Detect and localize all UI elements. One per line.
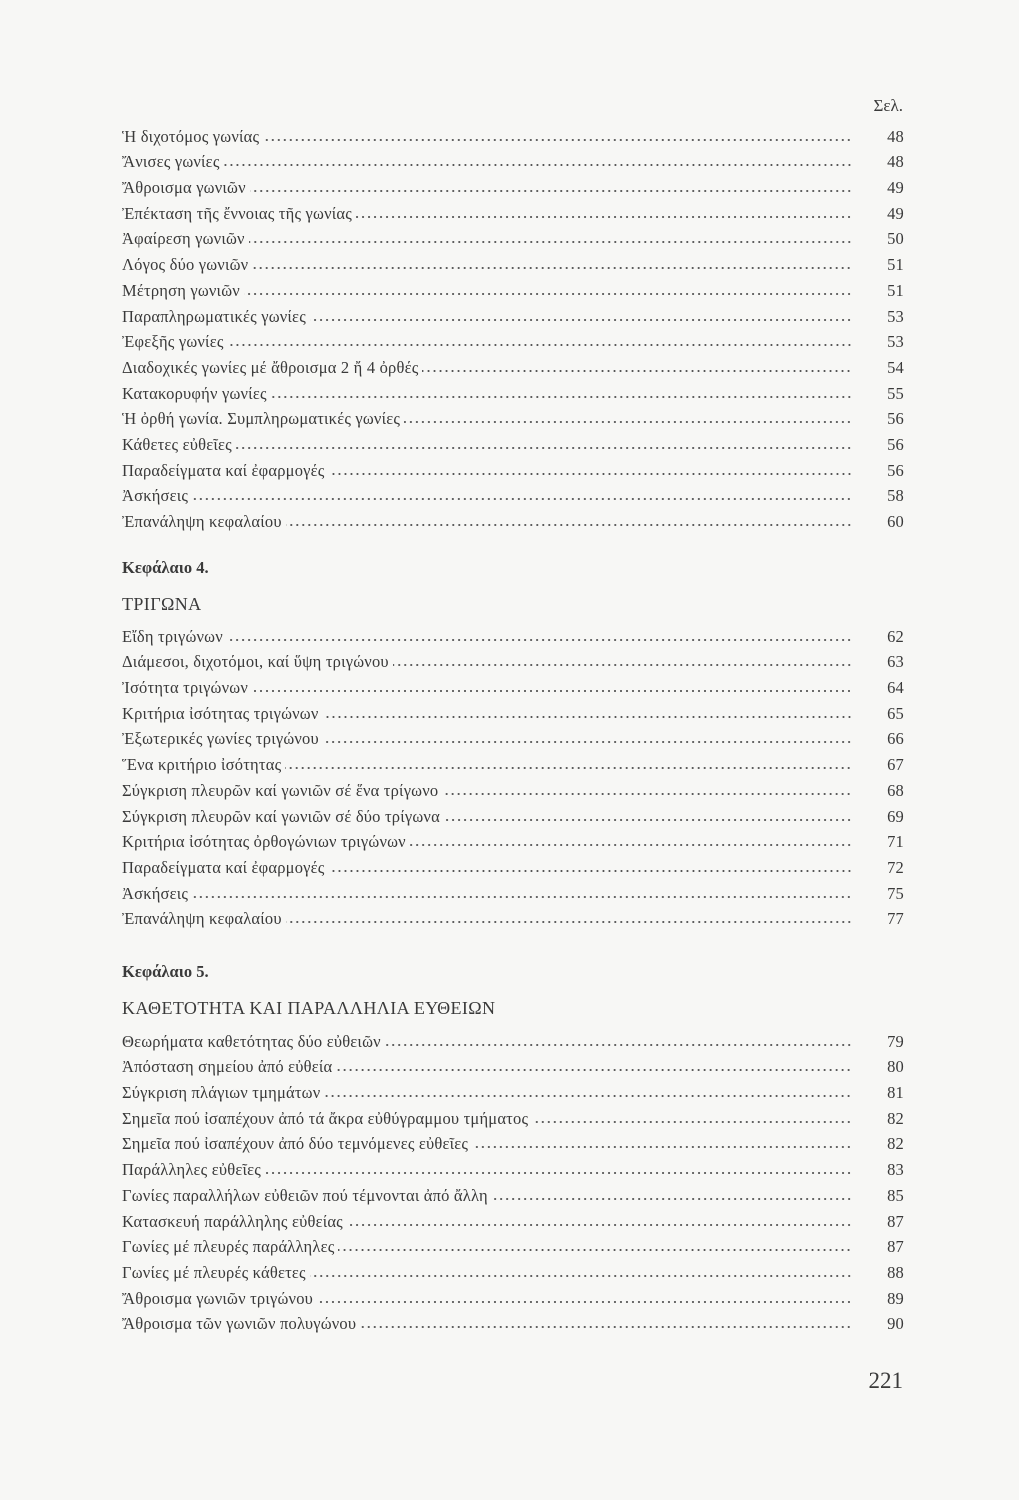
dot-leader bbox=[244, 292, 852, 296]
toc-section-chapter-3-continued bbox=[122, 121, 904, 532]
toc-entry bbox=[122, 1283, 904, 1309]
chapter-label: Κεφάλαιο 5. bbox=[122, 962, 209, 981]
chapter-heading: ΤΡΙΓΩΝΑ bbox=[122, 594, 202, 614]
dot-leader bbox=[323, 740, 852, 744]
toc-entry-page: 90 bbox=[887, 1314, 904, 1334]
toc-entry-title: Ἀσκήσεις bbox=[122, 486, 189, 506]
dot-leader bbox=[385, 1043, 852, 1047]
toc-entry-page: 87 bbox=[887, 1237, 904, 1257]
toc-entry bbox=[122, 404, 904, 430]
toc-entry bbox=[122, 1154, 904, 1180]
toc-entry-page: 58 bbox=[887, 486, 904, 506]
toc-entry-page: 51 bbox=[887, 280, 904, 300]
page-column-label: Σελ. bbox=[873, 96, 903, 115]
toc-entry-title: Ἀσκήσεις bbox=[122, 883, 189, 903]
toc-entry bbox=[122, 378, 904, 404]
dot-leader bbox=[271, 395, 852, 399]
dot-leader bbox=[324, 1094, 852, 1098]
toc-entry bbox=[122, 1129, 904, 1155]
dot-leader bbox=[263, 138, 852, 142]
toc-entry-page: 49 bbox=[887, 178, 904, 198]
dot-leader bbox=[532, 1120, 852, 1124]
toc-entry bbox=[122, 147, 904, 173]
toc-entry-title: Κάθετες εὐθεῖες bbox=[122, 434, 232, 454]
toc-entry bbox=[122, 429, 904, 455]
toc-entry-page: 62 bbox=[887, 626, 904, 646]
toc-entry-page: 89 bbox=[887, 1288, 904, 1308]
toc-entry bbox=[122, 827, 904, 853]
toc-entry bbox=[122, 1257, 904, 1283]
toc-entry bbox=[122, 1232, 904, 1258]
dot-leader bbox=[265, 1171, 852, 1175]
toc-entry-page: 53 bbox=[887, 332, 904, 352]
toc-entry-page: 82 bbox=[887, 1134, 904, 1154]
dot-leader bbox=[404, 420, 852, 424]
toc-entry-page: 54 bbox=[887, 357, 904, 377]
toc-entry-title: Παραπληρωματικές γωνίες bbox=[122, 306, 306, 326]
toc-entry bbox=[122, 481, 904, 507]
toc-entry bbox=[122, 1206, 904, 1232]
dot-leader bbox=[329, 472, 852, 476]
toc-entry-title: Κατασκευή παράλληλης εὐθείας bbox=[122, 1211, 343, 1231]
toc-entry-page: 81 bbox=[887, 1083, 904, 1103]
toc-entry bbox=[122, 698, 904, 724]
toc-entry-title: Παράλληλες εὐθεῖες bbox=[122, 1160, 261, 1180]
toc-entry-page: 60 bbox=[887, 512, 904, 531]
dot-leader bbox=[228, 343, 852, 347]
toc-entry-page: 65 bbox=[887, 703, 904, 723]
toc-entry-title: Ἄνισες γωνίες bbox=[122, 152, 220, 172]
dot-leader bbox=[236, 446, 852, 450]
dot-leader bbox=[422, 369, 852, 373]
toc-entry-title: Γωνίες μέ πλευρές κάθετες bbox=[122, 1262, 306, 1282]
toc-entry-page: 72 bbox=[887, 857, 904, 877]
toc-entry bbox=[122, 904, 904, 930]
toc-entry-title: Σημεῖα πού ἰσαπέχουν ἀπό δύο τεμνόμενες εὐθεῖες bbox=[122, 1134, 469, 1154]
toc-entry bbox=[122, 1052, 904, 1078]
toc-entry-page: 48 bbox=[887, 126, 904, 146]
toc-entry-title: Ἐπέκταση τῆς ἔννοιας τῆς γωνίας bbox=[122, 203, 352, 223]
toc-entry-page: 79 bbox=[887, 1031, 904, 1051]
dot-leader bbox=[323, 715, 852, 719]
toc-entry bbox=[122, 1309, 904, 1335]
dot-leader bbox=[310, 1274, 852, 1278]
toc-entry-title: Γωνίες μέ πλευρές παράλληλες bbox=[122, 1237, 335, 1257]
dot-leader bbox=[192, 895, 852, 899]
toc-entry bbox=[122, 724, 904, 750]
toc-entry-title: Ἐξωτερικές γωνίες τριγώνου bbox=[122, 729, 319, 749]
toc-entry-page: 50 bbox=[887, 229, 904, 249]
toc-entry-title: Κατακορυφήν γωνίες bbox=[122, 383, 267, 403]
toc-entry-title: Παραδείγματα καί ἐφαρμογές bbox=[122, 460, 325, 480]
toc-entry-page: 71 bbox=[887, 832, 904, 852]
toc-entry-title: Εἴδη τριγώνων bbox=[122, 626, 223, 646]
toc-entry-page: 55 bbox=[887, 383, 904, 403]
toc-entry-title: Ἄθροισμα γωνιῶν τριγώνου bbox=[122, 1288, 314, 1308]
dot-leader bbox=[249, 240, 852, 244]
toc-entry-title: Ἀφαίρεση γωνιῶν bbox=[122, 229, 245, 249]
dot-leader bbox=[250, 189, 852, 193]
toc-entry bbox=[122, 1026, 904, 1052]
toc-entry-page: 56 bbox=[887, 460, 904, 480]
toc-entry bbox=[122, 852, 904, 878]
toc-entry-title: Ἄθροισμα τῶν γωνιῶν πολυγώνου bbox=[122, 1314, 357, 1334]
toc-entry-title: Ἐπανάληψη κεφαλαίου bbox=[122, 512, 282, 531]
toc-entry bbox=[122, 224, 904, 250]
toc-entry-title: Σύγκριση πλάγιων τμημάτων bbox=[122, 1083, 321, 1103]
toc-entry bbox=[122, 275, 904, 301]
dot-leader bbox=[347, 1223, 852, 1227]
dot-leader bbox=[286, 920, 852, 924]
toc-entry-page: 68 bbox=[887, 780, 904, 800]
toc-entry bbox=[122, 301, 904, 327]
toc-entry-page: 64 bbox=[887, 678, 904, 698]
toc-entry-page: 56 bbox=[887, 409, 904, 429]
chapter-heading: ΚΑΘΕΤΟΤΗΤΑ ΚΑΙ ΠΑΡΑΛΛΗΛΙΑ ΕΥΘΕΙΩΝ bbox=[122, 998, 496, 1018]
dot-leader bbox=[360, 1325, 852, 1329]
toc-entry-title: Σύγκριση πλευρῶν καί γωνιῶν σέ ἕνα τρίγωνο bbox=[122, 780, 439, 800]
toc-entry-page: 75 bbox=[887, 883, 904, 903]
toc-entry bbox=[122, 878, 904, 904]
toc-entry-title: Ἐπανάληψη κεφαλαίου bbox=[122, 909, 282, 929]
toc-entry-page: 63 bbox=[887, 652, 904, 672]
toc-entry bbox=[122, 1077, 904, 1103]
toc-entry-title: Ἡ ὀρθή γωνία. Συμπληρωματικές γωνίες bbox=[122, 409, 401, 429]
dot-leader bbox=[224, 163, 852, 167]
toc-entry-page: 56 bbox=[887, 434, 904, 454]
toc-entry-title: Λόγος δύο γωνιῶν bbox=[122, 255, 249, 275]
dot-leader bbox=[310, 318, 852, 322]
toc-entry bbox=[122, 198, 904, 224]
dot-leader bbox=[285, 766, 852, 770]
toc-entry bbox=[122, 621, 904, 647]
toc-entry bbox=[122, 172, 904, 198]
toc-entry bbox=[122, 455, 904, 481]
toc-entry bbox=[122, 249, 904, 275]
toc-entry-title: Ἕνα κριτήριο ἰσότητας bbox=[122, 755, 282, 775]
toc-entry-page: 87 bbox=[887, 1211, 904, 1231]
dot-leader bbox=[410, 843, 852, 847]
toc-entry bbox=[122, 801, 904, 827]
toc-entry-title: Σημεῖα πού ἰσαπέχουν ἀπό τά ἄκρα εὐθύγραμμου τμήματος bbox=[122, 1108, 529, 1128]
toc-entry-title: Ἄθροισμα γωνιῶν bbox=[122, 178, 246, 198]
toc-entry-title: Ἰσότητα τριγώνων bbox=[122, 678, 248, 698]
dot-leader bbox=[472, 1145, 852, 1149]
toc-section-chapter-5 bbox=[122, 1026, 904, 1334]
toc-entry-title: Ἐφεξῆς γωνίες bbox=[122, 332, 224, 352]
toc-entry bbox=[122, 121, 904, 147]
toc-entry bbox=[122, 506, 904, 532]
toc-entry bbox=[122, 327, 904, 353]
toc-entry-title: Κριτήρια ἰσότητας ὀρθογώνιων τριγώνων bbox=[122, 832, 406, 852]
toc-entry-page: 51 bbox=[887, 255, 904, 275]
dot-leader bbox=[329, 869, 852, 873]
toc-entry-page: 49 bbox=[887, 203, 904, 223]
toc-entry-title: Σύγκριση πλευρῶν καί γωνιῶν σέ δύο τρίγωνα bbox=[122, 806, 440, 826]
toc-entry-page: 53 bbox=[887, 306, 904, 326]
toc-entry-page: 80 bbox=[887, 1057, 904, 1077]
toc-entry-title: Παραδείγματα καί ἐφαρμογές bbox=[122, 857, 325, 877]
dot-leader bbox=[356, 215, 852, 219]
dot-leader bbox=[393, 663, 852, 667]
toc-entry-title: Διαδοχικές γωνίες μέ ἄθροισμα 2 ἤ 4 ὀρθές bbox=[122, 357, 419, 377]
toc-entry-page: 69 bbox=[887, 806, 904, 826]
dot-leader bbox=[492, 1197, 852, 1201]
dot-leader bbox=[442, 792, 852, 796]
toc-entry-title: Θεωρήματα καθετότητας δύο εὐθειῶν bbox=[122, 1031, 381, 1051]
toc-entry-title: Ἀπόσταση σημείου ἀπό εὐθεία bbox=[122, 1057, 333, 1077]
toc-entry-page: 88 bbox=[887, 1262, 904, 1282]
toc-entry-page: 85 bbox=[887, 1185, 904, 1205]
toc-entry bbox=[122, 749, 904, 775]
dot-leader bbox=[227, 638, 852, 642]
page-number: 221 bbox=[868, 1368, 903, 1393]
dot-leader bbox=[252, 689, 852, 693]
toc-entry-page: 66 bbox=[887, 729, 904, 749]
toc-entry-title: Ἡ διχοτόμος γωνίας bbox=[122, 126, 260, 146]
toc-entry bbox=[122, 775, 904, 801]
dot-leader bbox=[317, 1300, 852, 1304]
dot-leader bbox=[338, 1248, 852, 1252]
toc-entry bbox=[122, 647, 904, 673]
toc-entry-title: Γωνίες παραλλήλων εὐθειῶν πού τέμνονται ἀπό ἄλλη bbox=[122, 1185, 488, 1205]
dot-leader bbox=[444, 818, 852, 822]
toc-entry-page: 67 bbox=[887, 755, 904, 775]
dot-leader bbox=[336, 1068, 852, 1072]
toc-entry bbox=[122, 672, 904, 698]
toc-entry-page: 83 bbox=[887, 1160, 904, 1180]
toc-entry bbox=[122, 352, 904, 378]
dot-leader bbox=[286, 523, 852, 527]
toc-entry-page: 48 bbox=[887, 152, 904, 172]
toc-section-chapter-4 bbox=[122, 621, 904, 929]
chapter-label: Κεφάλαιο 4. bbox=[122, 558, 209, 577]
toc-entry bbox=[122, 1103, 904, 1129]
toc-entry-page: 82 bbox=[887, 1108, 904, 1128]
toc-entry-title: Μέτρηση γωνιῶν bbox=[122, 280, 240, 300]
toc-entry-title: Διάμεσοι, διχοτόμοι, καί ὕψη τριγώνου bbox=[122, 652, 389, 672]
toc-entry bbox=[122, 1180, 904, 1206]
dot-leader bbox=[252, 266, 852, 270]
dot-leader bbox=[192, 497, 852, 501]
toc-entry-title: Κριτήρια ἰσότητας τριγώνων bbox=[122, 703, 319, 723]
toc-entry-page: 77 bbox=[887, 909, 904, 929]
